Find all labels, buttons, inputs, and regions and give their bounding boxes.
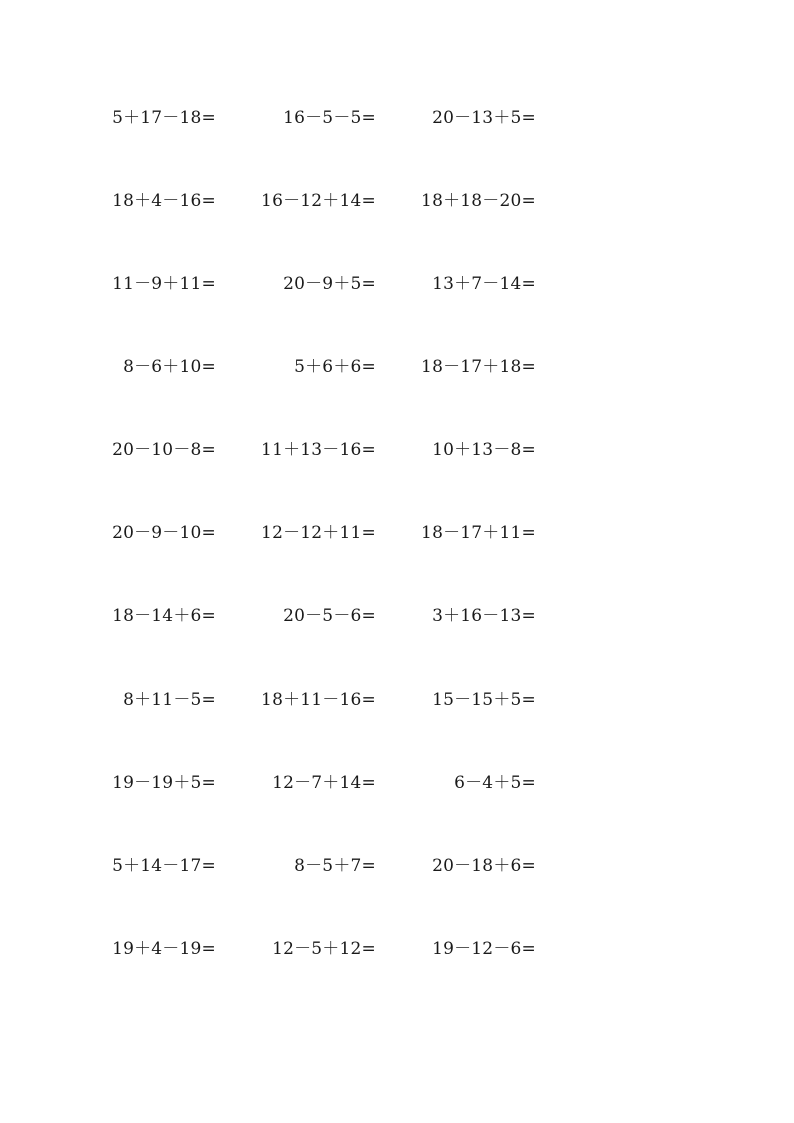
math-problem: 20－9－10= <box>112 523 216 543</box>
problem-row <box>0 189 794 213</box>
math-problem: 19－19＋5= <box>112 773 216 793</box>
math-problem: 18－17＋18= <box>421 357 536 377</box>
math-problem: 20－5－6= <box>283 606 376 626</box>
math-problem: 16－12＋14= <box>261 191 376 211</box>
problem-row <box>0 355 794 379</box>
math-problem: 16－5－5= <box>283 108 376 128</box>
problem-row <box>0 521 794 545</box>
math-problem: 8－5＋7= <box>294 856 376 876</box>
problem-row <box>0 438 794 462</box>
math-problem: 10＋13－8= <box>432 440 536 460</box>
math-problem: 20－18＋6= <box>432 856 536 876</box>
problem-row <box>0 604 794 628</box>
math-problem: 6－4＋5= <box>454 773 536 793</box>
math-problem: 5＋14－17= <box>112 856 216 876</box>
math-problem: 8－6＋10= <box>123 357 216 377</box>
math-problem: 12－5＋12= <box>272 939 376 959</box>
math-problem: 8＋11－5= <box>123 690 216 710</box>
math-problem: 11－9＋11= <box>112 274 216 294</box>
math-problem: 18＋11－16= <box>261 690 376 710</box>
math-problem: 13＋7－14= <box>432 274 536 294</box>
problem-row <box>0 272 794 296</box>
math-problem: 20－9＋5= <box>283 274 376 294</box>
math-problem: 18＋4－16= <box>112 191 216 211</box>
problem-row <box>0 106 794 130</box>
problem-row <box>0 854 794 878</box>
problem-row <box>0 771 794 795</box>
math-problem: 11＋13－16= <box>261 440 376 460</box>
problem-row <box>0 688 794 712</box>
math-problem: 20－13＋5= <box>432 108 536 128</box>
math-problem: 15－15＋5= <box>432 690 536 710</box>
math-problem: 12－12＋11= <box>261 523 376 543</box>
math-problem: 5＋17－18= <box>112 108 216 128</box>
problem-row <box>0 937 794 961</box>
math-problem: 18－17＋11= <box>421 523 536 543</box>
math-problem: 20－10－8= <box>112 440 216 460</box>
math-problem: 12－7＋14= <box>272 773 376 793</box>
math-problem: 18－14＋6= <box>112 606 216 626</box>
math-problem: 5＋6＋6= <box>294 357 376 377</box>
math-problem: 19－12－6= <box>432 939 536 959</box>
math-problem: 18＋18－20= <box>421 191 536 211</box>
math-problem: 19＋4－19= <box>112 939 216 959</box>
math-problem: 3＋16－13= <box>432 606 536 626</box>
